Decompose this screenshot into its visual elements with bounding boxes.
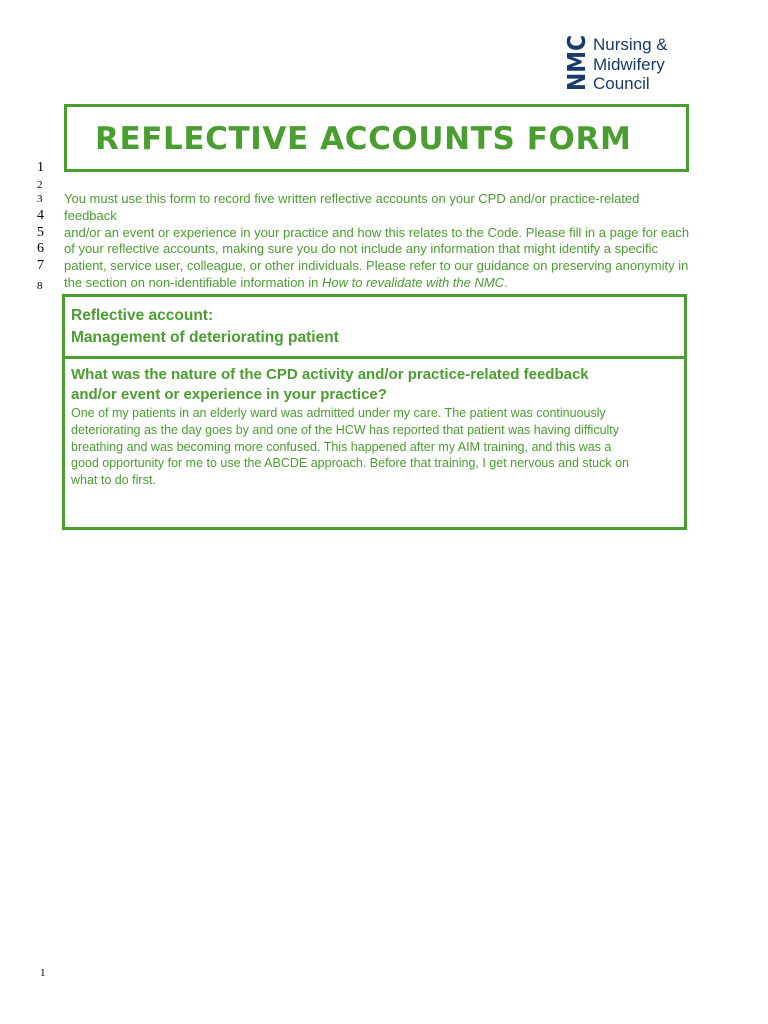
account-label: Reflective account: bbox=[71, 307, 214, 324]
logo-line-2: Midwifery bbox=[593, 54, 665, 74]
intro-last-suffix: . bbox=[504, 274, 508, 290]
line-number: 7 bbox=[37, 258, 44, 273]
answer-line: One of my patients in an elderly ward was admitted under my care. The patient was continuously bbox=[71, 406, 606, 420]
intro-line: patient, service user, colleague, or other individuals. Please refer to our guidance on preserving anonymity in bbox=[64, 258, 689, 274]
nmc-logo-mark bbox=[562, 26, 591, 92]
line-number: 6 bbox=[37, 241, 44, 256]
question-heading bbox=[71, 365, 671, 405]
nmc-logo-mark-text: NMC bbox=[562, 26, 591, 91]
answer-text bbox=[71, 405, 661, 489]
page-title: REFLECTIVE ACCOUNTS FORM bbox=[95, 121, 632, 157]
question-line: What was the nature of the CPD activity and/or practice-related feedback bbox=[71, 366, 589, 383]
answer-line: breathing and was becoming more confused. This happened after my AIM training, and this was a bbox=[71, 439, 612, 454]
line-number: 2 bbox=[37, 179, 43, 191]
answer-line: deteriorating as the day goes by and one of the HCW has reported that patient was having difficulty bbox=[71, 422, 620, 437]
reflective-account-box bbox=[62, 294, 687, 530]
line-number: 5 bbox=[37, 225, 44, 240]
guidance-title: How to revalidate with the NMC bbox=[322, 274, 505, 290]
logo-line-3: Council bbox=[593, 74, 650, 93]
account-heading bbox=[71, 305, 339, 349]
page-number: 1 bbox=[40, 967, 46, 979]
title-box bbox=[64, 104, 689, 172]
line-number: 4 bbox=[37, 208, 44, 223]
intro-line: of your reflective accounts, making sure you do not include any information that might identify a specific bbox=[64, 241, 658, 257]
account-heading-cell bbox=[65, 297, 684, 359]
line-number: 8 bbox=[37, 280, 43, 292]
intro-line-last bbox=[64, 275, 694, 292]
intro-line: and/or an event or experience in your practice and how this relates to the Code. Please fill in a page for each bbox=[64, 224, 690, 240]
intro-line: You must use this form to record five written reflective accounts on your CPD and/or practice-related feedback bbox=[64, 191, 640, 223]
nmc-logo-wordmark bbox=[593, 35, 668, 94]
line-number: 1 bbox=[37, 160, 44, 175]
answer-line: good opportunity for me to use the ABCDE approach. Before that training, I get nervous and stuck on bbox=[71, 456, 629, 471]
intro-last-prefix: the section on non-identifiable information in bbox=[64, 274, 322, 290]
intro-paragraph bbox=[64, 191, 694, 292]
nmc-logo bbox=[562, 26, 692, 96]
question-line: and/or event or experience in your practice? bbox=[71, 386, 387, 403]
line-number: 3 bbox=[37, 193, 43, 205]
answer-line: what to do first. bbox=[71, 473, 156, 488]
logo-line-1: Nursing & bbox=[593, 35, 668, 54]
account-topic: Management of deteriorating patient bbox=[71, 329, 339, 346]
